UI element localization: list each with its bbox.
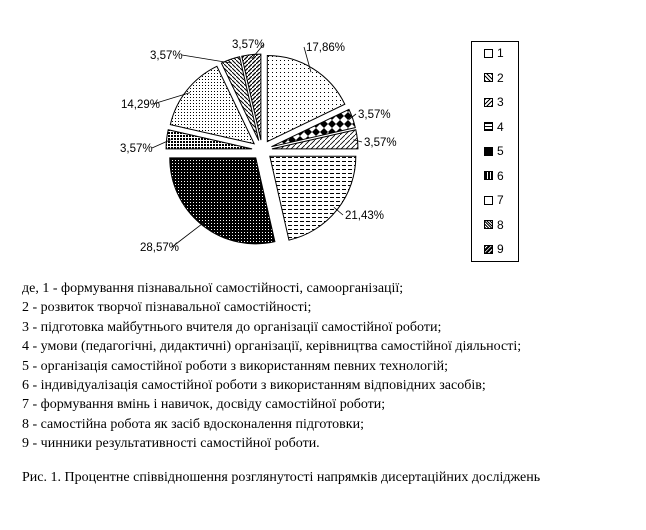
leader-line-8 [182, 55, 232, 63]
legend-item-2 [484, 70, 504, 86]
legend-label-4: 4 [497, 119, 504, 134]
legend-label-8: 8 [497, 217, 504, 232]
pie-slice-5 [170, 158, 275, 244]
data-label-9: 3,57% [232, 39, 265, 51]
legend-label-3: 3 [497, 95, 504, 109]
legend-item-8 [484, 217, 504, 233]
data-label-2: 3,57% [358, 109, 391, 121]
legend-label-2: 2 [497, 70, 504, 85]
legend [471, 41, 519, 262]
legend-swatch-9 [484, 245, 493, 254]
legend-swatch-1 [484, 49, 493, 58]
data-label-7: 14,29% [121, 99, 161, 111]
notes [22, 279, 521, 454]
data-label-5: 28,57% [140, 242, 180, 254]
legend-swatch-7 [484, 196, 493, 205]
legend-item-3 [484, 94, 504, 110]
legend-item-4 [484, 119, 504, 135]
legend-item-5 [484, 143, 504, 159]
legend-swatch-3 [484, 98, 493, 107]
legend-swatch-6 [484, 171, 493, 180]
data-label-8: 3,57% [150, 50, 183, 62]
note-6: 6 - індивідуалізація самостійної роботи з використанням відповідних засобів; [22, 378, 486, 394]
legend-swatch-8 [484, 220, 493, 229]
data-label-4: 21,43% [345, 210, 385, 222]
note-4: 4 - умови (педагогічні, дидактичні) організації, керівництва самостійної діяльності; [22, 339, 522, 355]
legend-label-9: 9 [497, 242, 504, 256]
data-label-6: 3,57% [120, 143, 153, 155]
legend-swatch-4 [484, 122, 493, 131]
legend-item-6 [484, 168, 504, 184]
note-2: 2 - розвиток творчої пізнавальної самостійності; [22, 300, 312, 316]
legend-label-1: 1 [497, 46, 504, 60]
note-1: де, 1 - формування пізнавальної самостійності, самоорганізації; [22, 281, 404, 296]
note-8: 8 - самостійна робота як засіб вдосконалення підготовки; [22, 416, 364, 432]
note-7: 7 - формування вмінь і навичок, досвіду самостійної роботи; [22, 397, 386, 413]
data-label-1: 17,86% [306, 42, 346, 54]
data-label-3: 3,57% [364, 137, 397, 149]
note-9: 9 - чинники результативності самостійної роботи. [22, 436, 320, 452]
note-3: 3 - підготовка майбутнього вчителя до організації самостійної роботи; [22, 319, 442, 335]
legend-item-1 [484, 45, 504, 61]
pie-slice-4 [270, 156, 356, 240]
legend-item-7 [484, 192, 504, 208]
legend-label-7: 7 [497, 193, 504, 207]
legend-label-6: 6 [497, 168, 504, 183]
note-5: 5 - організація самостійної роботи з використанням певних технологій; [22, 358, 448, 374]
legend-label-5: 5 [497, 144, 504, 158]
legend-swatch-5 [484, 147, 493, 156]
figure-caption: Рис. 1. Процентне співвідношення розглянутості напрямків дисертаційних досліджень [22, 470, 541, 485]
legend-swatch-2 [484, 73, 493, 82]
legend-item-9 [484, 241, 504, 257]
